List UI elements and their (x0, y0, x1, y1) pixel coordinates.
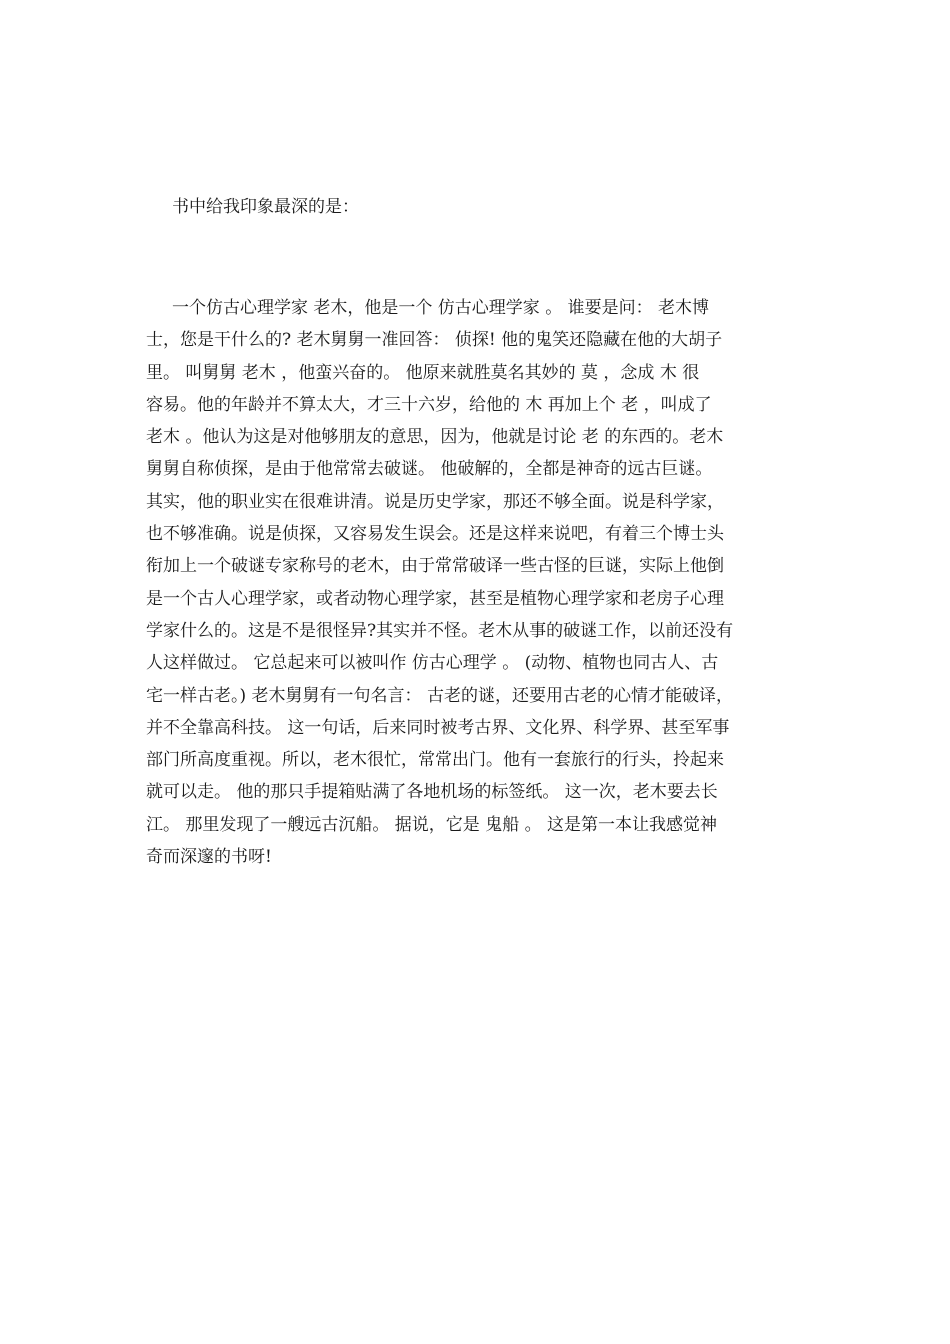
paragraph-line: 一个仿古心理学家 老木，他是一个 仿古心理学家 。 谁要是问： 老木博 (172, 298, 710, 318)
paragraph-line: 其实，他的职业实在很难讲清。说是历史学家，那还不够全面。说是科学家， (146, 491, 724, 512)
paragraph-line: 就可以走。 他的那只手提箱贴满了各地机场的标签纸。 这一次，老木要去长 (146, 782, 718, 803)
paragraph-line: 容易。他的年龄并不算太大，才三十六岁，给他的 木 再加上个 老 ，叫成了 (146, 394, 712, 415)
paragraph-line: 衔加上一个破谜专家称号的老木，由于常常破译一些古怪的巨谜，实际上他倒 (146, 556, 724, 577)
body-paragraph (146, 296, 826, 877)
paragraph-line: 并不全靠高科技。 这一句话，后来同时被考古界、文化界、科学界、甚至军事 (146, 717, 730, 738)
paragraph-line: 人这样做过。 它总起来可以被叫作 仿古心理学 。 (动物、植物也同古人、古 (146, 653, 719, 674)
paragraph-line: 江。 那里发现了一艘远古沉船。 据说，它是 鬼船 。 这是第一本让我感觉神 (146, 814, 718, 835)
paragraph-line: 里。 叫舅舅 老木 ，他蛮兴奋的。 他原来就胜莫名其妙的 莫 ，念成 木 很 (146, 362, 700, 383)
paragraph-line: 部门所高度重视。所以，老木很忙，常常出门。他有一套旅行的行头，拎起来 (146, 750, 724, 771)
paragraph-line: 是一个古人心理学家，或者动物心理学家，甚至是植物心理学家和老房子心理 (146, 588, 724, 609)
intro-line: 书中给我印象最深的是： (172, 197, 359, 217)
paragraph-line: 宅一样古老。) 老木舅舅有一句名言： 古老的谜，还要用古老的心情才能破译， (146, 685, 733, 706)
paragraph-line: 也不够准确。说是侦探，又容易发生误会。还是这样来说吧，有着三个博士头 (146, 524, 724, 545)
paragraph-line: 奇而深邃的书呀! (146, 847, 272, 868)
paragraph-line: 学家什么的。这是不是很怪异?其实并不怪。老木从事的破谜工作，以前还没有 (146, 620, 734, 641)
paragraph-line: 老木 。他认为这是对他够朋友的意思，因为，他就是讨论 老 的东西的。老木 (146, 427, 724, 448)
paragraph-line: 舅舅自称侦探，是由于他常常去破谜。 他破解的，全都是神奇的远古巨谜。 (146, 459, 713, 480)
paragraph-line: 士，您是干什么的? 老木舅舅一准回答： 侦探! 他的鬼笑还隐藏在他的大胡子 (146, 330, 723, 351)
